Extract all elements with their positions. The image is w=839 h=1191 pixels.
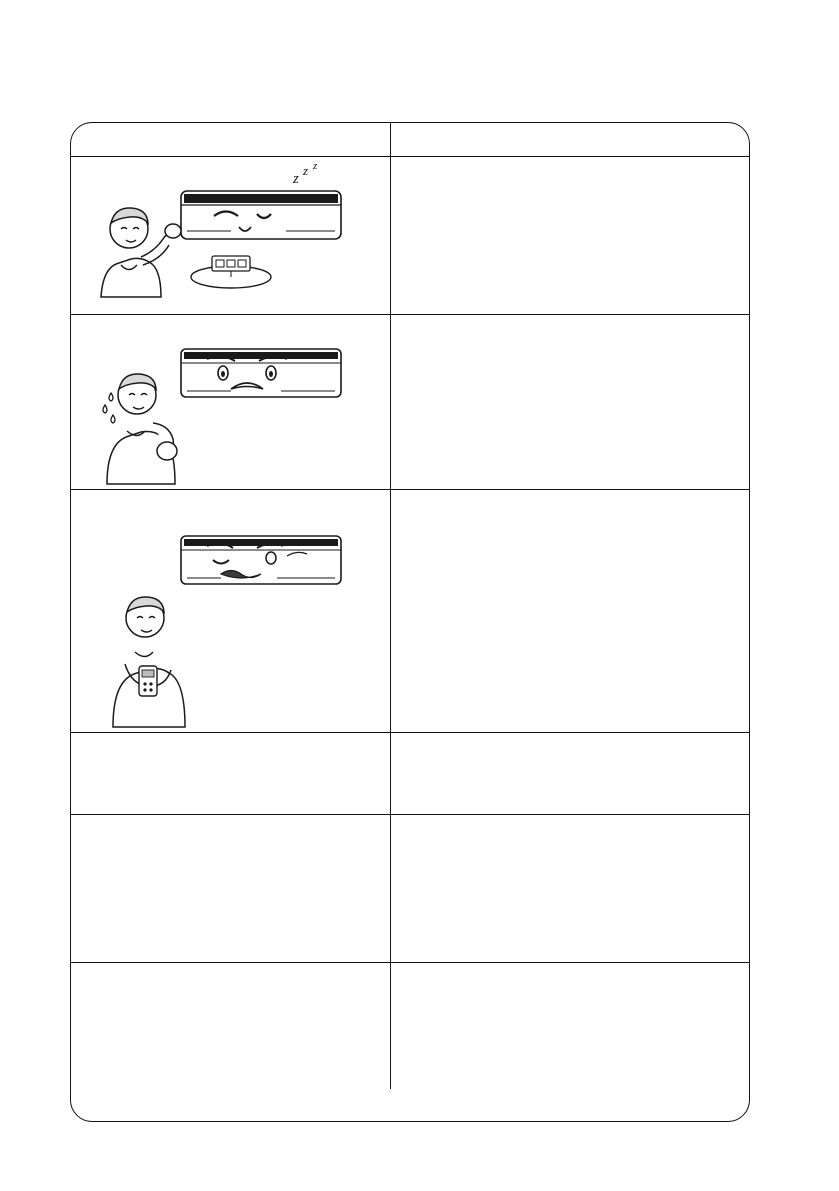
cause-cell [391,157,749,314]
cause-cell [391,315,749,489]
cause-cell [391,490,749,732]
illustration-not-cooling [81,319,381,485]
symptom-cell [71,963,391,1089]
svg-text:z: z [292,171,299,187]
cause-cell [391,815,749,962]
troubleshooting-table [70,122,750,1122]
remote-control-icon [139,666,157,696]
symptom-cell [71,490,391,732]
svg-text:z: z [312,161,317,172]
table-row [71,733,749,815]
header-symptom [71,123,391,156]
table-header-row [71,123,749,157]
power-outlet-icon [212,256,250,271]
table-row [71,157,749,315]
symptom-cell [71,815,391,962]
header-cause [391,123,749,156]
symptom-cell [71,733,391,814]
table-row [71,963,749,1089]
cause-cell [391,963,749,1089]
table-row [71,815,749,963]
symptom-cell [71,157,391,314]
svg-text:z: z [302,163,308,178]
table-row [71,315,749,490]
symptom-cell [71,315,391,489]
table-row [71,490,749,733]
illustration-sleeping-unit [81,161,381,310]
cause-cell [391,733,749,814]
illustration-remote-control [81,494,381,728]
